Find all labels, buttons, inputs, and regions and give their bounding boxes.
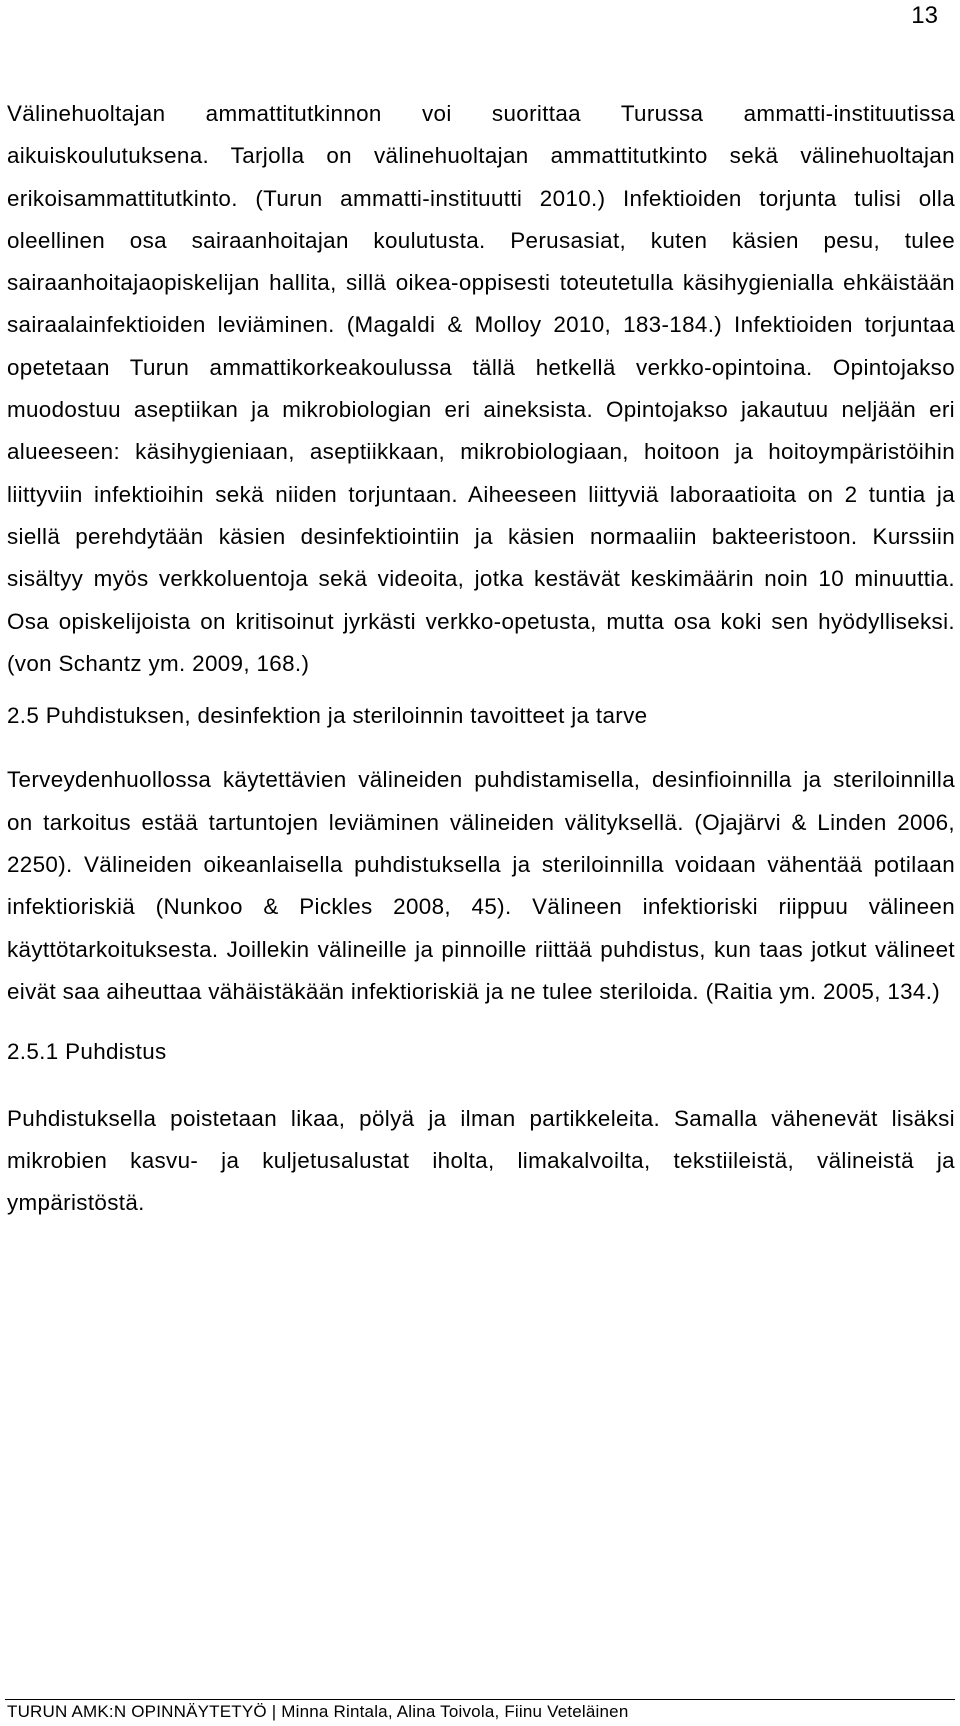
section-heading-2-5-1: 2.5.1 Puhdistus: [7, 1039, 167, 1065]
page-footer: TURUN AMK:N OPINNÄYTETYÖ | Minna Rintala, Alina Toivola, Fiinu Veteläinen: [7, 1702, 629, 1721]
paragraph-training: Välinehuoltajan ammattitutkinnon voi suorittaa Turussa ammatti-instituutissa aikuiskoulutuksena. Tarjolla on välinehuoltajan ammattitutkinto sekä välinehuoltajan erikoisammattitutkinto. (Turun ammatti-instituutti 2010.) Infektioiden torjunta tulisi olla oleellinen osa sairaanhoitajan koulutusta. Perusasiat, kuten käsien pesu, tulee sairaanhoitajaopiskelijan hallita, sillä oikea-oppisesti toteutetulla käsihygienialla ehkäistään sairaalainfektioiden leviäminen. (Magaldi & Molloy 2010, 183-184.) Infektioiden torjuntaa opetetaan Turun ammattikorkeakoulussa tällä hetkellä verkko-opintoina. Opintojakso muodostuu aseptiikan ja mikrobiologian eri aineksista. Opintojakso jakautuu neljään eri alueeseen: käsihygieniaan, aseptiikkaan, mikrobiologiaan, hoitoon ja hoitoympäristöihin liittyviin infektioihin sekä niiden torjuntaan. Aiheeseen liittyviä laboraatioita on 2 tuntia ja siellä perehdytään käsien desinfektiointiin ja käsien normaaliin bakteeristoon. Kurssiin sisältyy myös verkkoluentoja sekä videoita, jotka kestävät keskimäärin noin 10 minuuttia. Osa opiskelijoista on kritisoinut jyrkästi verkko-opetusta, mutta osa koki sen hyödylliseksi. (von Schantz ym. 2009, 168.): [7, 101, 955, 676]
section-heading-2-5: 2.5 Puhdistuksen, desinfektion ja steriloinnin tavoitteet ja tarve: [7, 703, 648, 729]
paragraph-cleaning: Puhdistuksella poistetaan likaa, pölyä ja ilman partikkeleita. Samalla vähenevät lisäksi mikrobien kasvu- ja kuljetusalustat iholta, limakalvoilta, tekstiileistä, välineistä ja ympäristöstä.: [7, 1105, 955, 1216]
page-body: [7, 93, 955, 1224]
footer-divider: [5, 1699, 955, 1700]
paragraph-cleaning-goals: Terveydenhuollossa käytettävien välineiden puhdistamisella, desinfioinnilla ja steriloinnilla on tarkoitus estää tartuntojen leviäminen välineiden välityksellä. (Ojajärvi & Linden 2006, 2250). Välineiden oikeanlaisella puhdistuksella ja steriloinnilla voidaan vähentää potilaan infektioriskiä (Nunkoo & Pickles 2008, 45). Välineen infektioriski riippuu välineen käyttötarkoituksesta. Joillekin välineille ja pinnoille riittää puhdistus, kun taas jotkut välineet eivät saa aiheuttaa vähäistäkään infektioriskiä ja ne tulee steriloida. (Raitia ym. 2005, 134.): [7, 767, 955, 1004]
page-number: 13: [911, 2, 938, 29]
